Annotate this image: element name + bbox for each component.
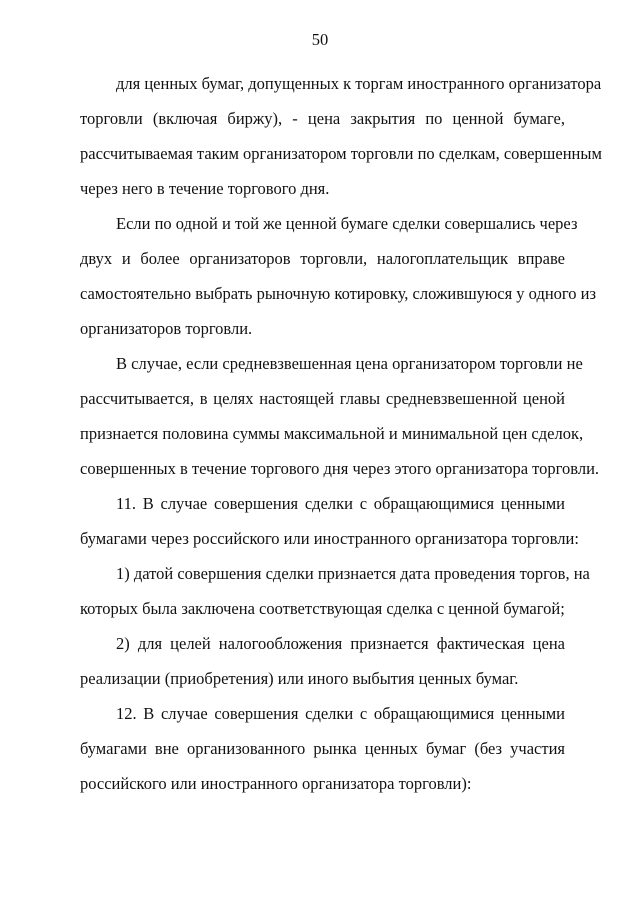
text-line: через него в течение торгового дня. — [80, 179, 330, 198]
text-line: для ценных бумаг, допущенных к торгам иностранного организатора — [116, 74, 602, 93]
text-line: 1) датой совершения сделки признается дата проведения торгов, на — [116, 564, 590, 583]
page-number: 50 — [311, 30, 329, 49]
text-line: бумагами через российского или иностранного организатора торговли: — [80, 529, 579, 548]
text-line: рассчитываемая таким организатором торговли по сделкам, совершенным — [80, 144, 602, 163]
text-line: 11. В случае совершения сделки с обращающимися ценными — [116, 494, 565, 513]
text-line: бумагами вне организованного рынка ценных бумаг (без участия — [80, 739, 565, 758]
text-line: которых была заключена соответствующая сделка с ценной бумагой; — [80, 599, 565, 618]
text-line: Если по одной и той же ценной бумаге сделки совершались через — [116, 214, 578, 233]
text-line: совершенных в течение торгового дня через этого организатора торговли. — [80, 459, 600, 478]
text-line: 12. В случае совершения сделки с обращающимися ценными — [116, 704, 565, 723]
text-line: рассчитывается, в целях настоящей главы средневзвешенной ценой — [80, 389, 565, 408]
text-line: двух и более организаторов торговли, налогоплательщик вправе — [80, 249, 565, 268]
text-line: торговли (включая биржу), - цена закрытия по ценной бумаге, — [80, 109, 565, 128]
text-line: реализации (приобретения) или иного выбытия ценных бумаг. — [80, 669, 519, 688]
text-line: признается половина суммы максимальной и минимальной цен сделок, — [80, 424, 584, 443]
text-line: российского или иностранного организатора торговли): — [80, 774, 472, 793]
text-line: самостоятельно выбрать рыночную котировку, сложившуюся у одного из — [80, 284, 597, 303]
text-line: В случае, если средневзвешенная цена организатором торговли не — [116, 354, 583, 373]
text-line: организаторов торговли. — [80, 319, 253, 338]
text-line: 2) для целей налогообложения признается фактическая цена — [116, 634, 565, 653]
